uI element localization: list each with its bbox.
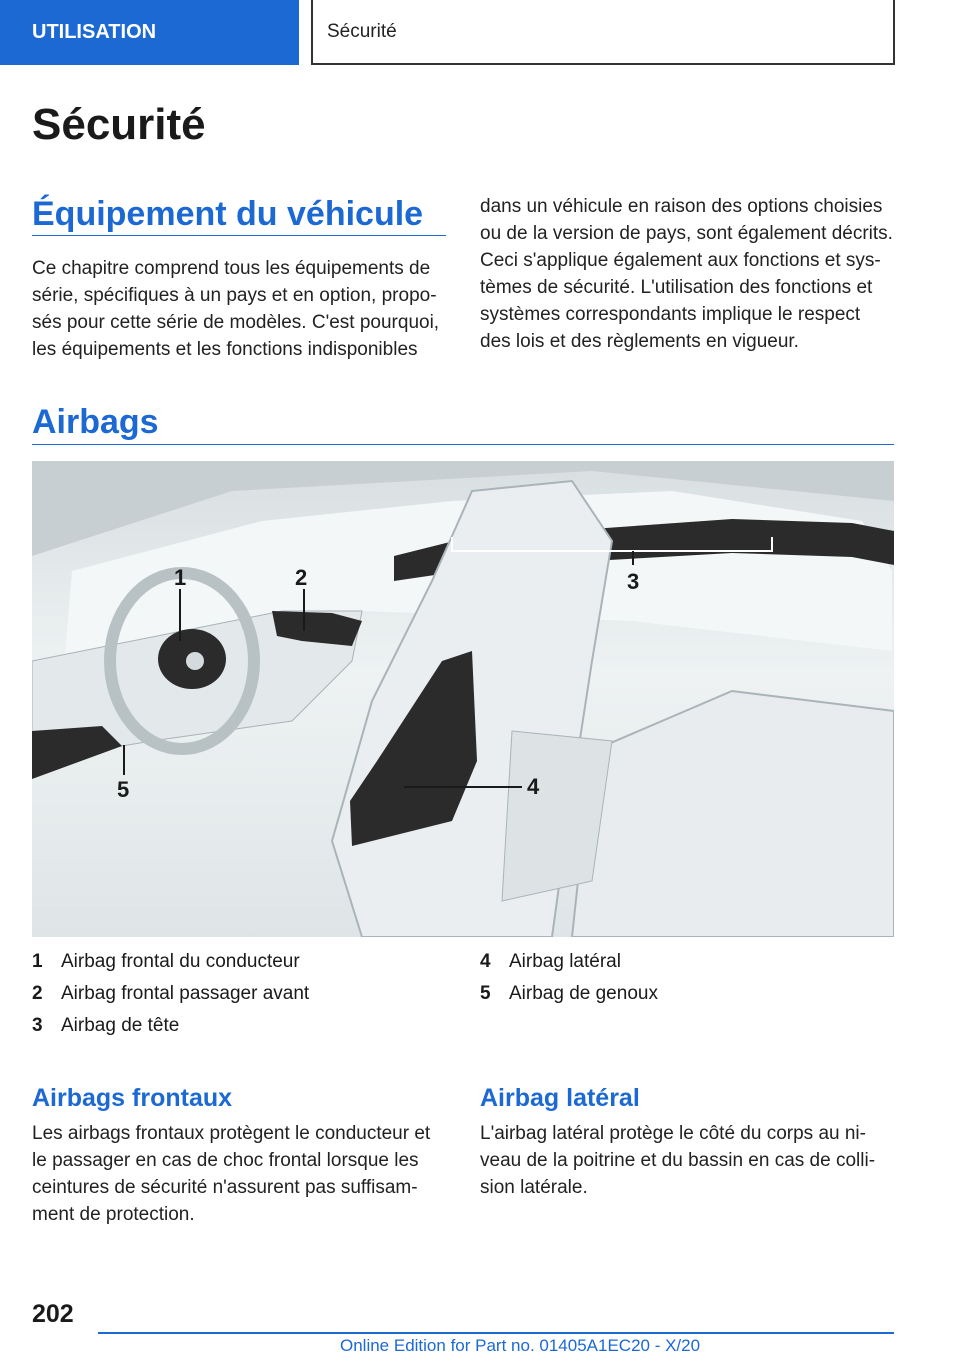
- equipment-heading: Équipement du véhicule: [32, 195, 424, 233]
- section-tab-label: UTILISATION: [32, 21, 157, 43]
- legend-right: [480, 946, 658, 1010]
- callout-4: 4: [527, 774, 540, 799]
- knee-airbag-area: [32, 726, 122, 779]
- legend-item: [32, 978, 309, 1010]
- lateral-heading: Airbag latéral: [480, 1084, 640, 1112]
- section-tab[interactable]: [0, 0, 299, 65]
- legend-item: [480, 978, 658, 1010]
- breadcrumb: [311, 0, 895, 65]
- legend-number: 4: [480, 951, 491, 972]
- legend-item: [32, 946, 309, 978]
- car-interior-illustration: [32, 461, 894, 937]
- callout-5: 5: [117, 777, 130, 802]
- legend-number: 2: [32, 983, 43, 1004]
- equipment-text-col1: Ce chapitre comprend tous les équipements de série, spécifiques à un pays et en option, propo-sés pour cette série de modèles. C'est pourquoi, les équipements et les fonctions indisponibles: [32, 258, 440, 360]
- legend-label: Airbag latéral: [509, 951, 621, 972]
- legend-label: Airbag frontal du conducteur: [61, 951, 300, 972]
- car-interior-drawing: [32, 461, 894, 937]
- legend-number: 1: [32, 951, 43, 972]
- legend-number: 5: [480, 983, 491, 1004]
- footer-edition: Online Edition for Part no. 01405A1EC20 - X/20: [340, 1336, 701, 1355]
- legend-label: Airbag de genoux: [509, 983, 658, 1004]
- breadcrumb-label: Sécurité: [327, 20, 397, 42]
- airbags-heading: Airbags: [32, 403, 159, 441]
- rear-seats: [572, 691, 894, 937]
- steering-logo: [186, 652, 204, 670]
- page-title: Sécurité: [32, 100, 206, 149]
- airbags-heading-rule: [32, 444, 894, 445]
- equipment-text-col2: dans un véhicule en raison des options choisies ou de la version de pays, sont également décrits. Ceci s'applique également aux fonctions et sys-tèmes de sécurité. L'utilisation des fonctions et systèmes correspondants implique le respect des lois et des règlements en vigueur.: [480, 196, 893, 352]
- callout-3: 3: [627, 569, 640, 594]
- callout-2: 2: [295, 565, 308, 590]
- footer-rule: [98, 1332, 894, 1334]
- frontal-text: Les airbags frontaux protègent le conducteur et le passager en cas de choc frontal lorsque les ceintures de sécurité n'assurent pas suffisam-ment de protection.: [32, 1123, 431, 1225]
- frontal-heading: Airbags frontaux: [32, 1084, 233, 1112]
- lateral-text: L'airbag latéral protège le côté du corps au ni-veau de la poitrine et du bassin en cas de colli-sion latérale.: [480, 1123, 876, 1198]
- legend-number: 3: [32, 1015, 43, 1036]
- legend-left: [32, 946, 309, 1042]
- equipment-heading-rule: [32, 235, 446, 236]
- legend-item: [32, 1010, 309, 1042]
- legend-label: Airbag frontal passager avant: [61, 983, 310, 1004]
- callout-1: 1: [174, 565, 187, 590]
- page-number: 202: [32, 1300, 74, 1328]
- legend-label: Airbag de tête: [61, 1015, 180, 1036]
- legend-item: [480, 946, 658, 978]
